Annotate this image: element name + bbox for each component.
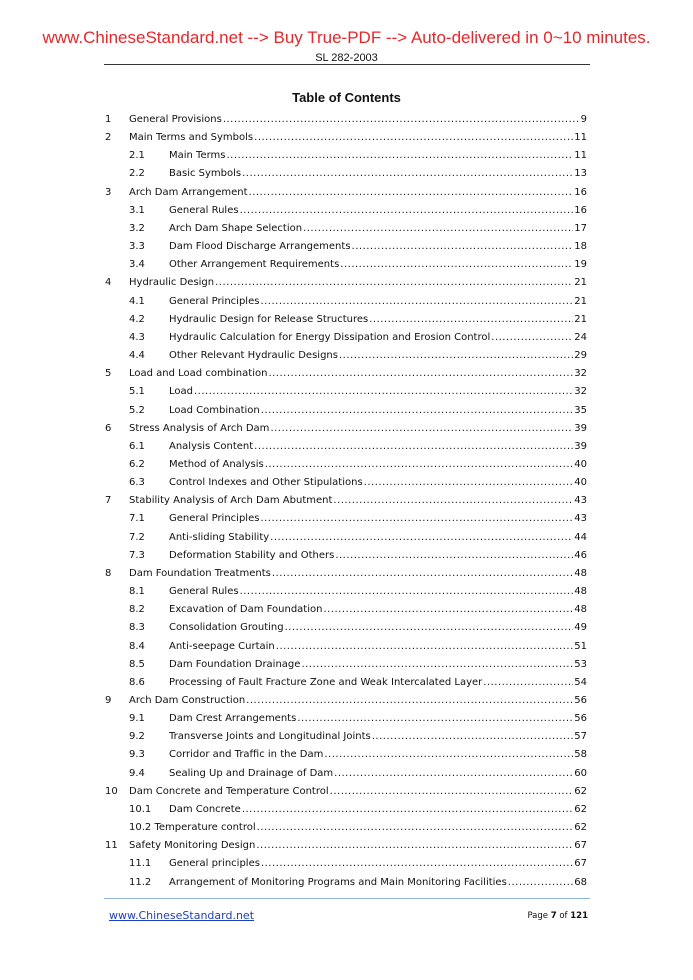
dot-leader <box>301 656 573 674</box>
toc-entry[interactable] <box>105 111 587 129</box>
dot-leader <box>242 801 573 819</box>
dot-leader <box>272 565 573 583</box>
toc-entry[interactable] <box>105 674 587 692</box>
toc-entry-title: Arrangement of Monitoring Programs and Main Monitoring Facilities <box>169 874 508 892</box>
toc-entry[interactable] <box>105 728 587 746</box>
dot-leader <box>254 129 573 147</box>
page-total: 121 <box>570 911 588 921</box>
dot-leader <box>261 855 573 873</box>
toc-entry-page: 16 <box>573 184 587 202</box>
toc-entry-number: 7 <box>105 495 112 507</box>
toc-entry-page: 40 <box>573 474 587 492</box>
toc-entry-page: 44 <box>573 529 587 547</box>
toc-entry-title: Deformation Stability and Others <box>169 547 335 565</box>
toc-entry-title: Transverse Joints and Longitudinal Joints <box>169 728 372 746</box>
toc-entry-title: Stress Analysis of Arch Dam <box>129 420 270 438</box>
toc-entry-page: 56 <box>573 710 587 728</box>
toc-entry-title: Method of Analysis <box>169 456 265 474</box>
dot-leader <box>303 220 573 238</box>
toc-entry-page: 13 <box>573 165 587 183</box>
toc-entry[interactable] <box>105 638 587 656</box>
toc-entry-number: 7.3 <box>129 549 145 561</box>
dot-leader <box>215 274 573 292</box>
toc-entry-number: 8.2 <box>129 604 145 616</box>
toc-entry-title: Stability Analysis of Arch Dam Abutment <box>129 492 333 510</box>
toc-entry-title: Arch Dam Construction <box>129 692 246 710</box>
toc-entry-number: 8.3 <box>129 622 145 634</box>
toc-entry-number: 4.1 <box>129 295 145 307</box>
toc-entry-number: 4.4 <box>129 350 145 362</box>
toc-entry-number: 3 <box>105 186 112 198</box>
toc-entry-page: 43 <box>573 492 587 510</box>
toc-entry-page: 9 <box>580 111 587 129</box>
toc-entry[interactable] <box>105 402 587 420</box>
toc-entry[interactable] <box>105 329 587 347</box>
toc-entry-page: 51 <box>573 638 587 656</box>
toc-entry[interactable] <box>105 601 587 619</box>
toc-entry[interactable] <box>105 819 587 837</box>
toc-entry[interactable] <box>105 238 587 256</box>
dot-leader <box>240 202 574 220</box>
dot-leader <box>369 311 573 329</box>
toc-entry-page: 46 <box>573 547 587 565</box>
dot-leader <box>335 547 573 565</box>
toc-entry-title: Dam Flood Discharge Arrangements <box>169 238 352 256</box>
toc-entry[interactable] <box>105 293 587 311</box>
toc-entry[interactable] <box>105 129 587 147</box>
toc-entry-page: 48 <box>573 583 587 601</box>
dot-leader <box>257 819 574 837</box>
dot-leader <box>297 710 573 728</box>
toc-entry-number: 7.2 <box>129 531 145 543</box>
toc-entry-page: 21 <box>573 274 587 292</box>
footer-website-link[interactable]: www.ChineseStandard.net <box>109 909 255 922</box>
toc-entry-number: 3.2 <box>129 222 145 234</box>
toc-entry-page: 62 <box>573 819 587 837</box>
toc-entry[interactable] <box>105 510 587 528</box>
toc-entry-number: 5.2 <box>129 404 145 416</box>
toc-entry-number: 3.1 <box>129 204 145 216</box>
toc-entry-page: 32 <box>573 365 587 383</box>
toc-entry-number: 10.1 <box>129 803 152 815</box>
toc-entry-title: Excavation of Dam Foundation <box>169 601 323 619</box>
toc-entry-number: 8.1 <box>129 586 145 598</box>
toc-entry[interactable] <box>105 583 587 601</box>
toc-entry-page: 16 <box>573 202 587 220</box>
toc-entry-number: 9.2 <box>129 731 145 743</box>
dot-leader <box>254 438 573 456</box>
toc-entry-title: Other Arrangement Requirements <box>169 256 340 274</box>
toc-entry-number: 5.1 <box>129 386 145 398</box>
toc-entry-page: 11 <box>573 129 587 147</box>
dot-leader <box>194 383 573 401</box>
toc-entry-title: Hydraulic Design for Release Structures <box>169 311 369 329</box>
dot-leader <box>270 529 573 547</box>
dot-leader <box>260 510 573 528</box>
toc-entry-number: 6.3 <box>129 477 145 489</box>
toc-entry-number: 4.2 <box>129 313 145 325</box>
toc-entry[interactable] <box>105 619 587 637</box>
toc-entry-number: 5 <box>105 368 112 380</box>
toc-entry-title: Corridor and Traffic in the Dam <box>169 746 324 764</box>
toc-entry-page: 18 <box>573 238 587 256</box>
toc-entry[interactable] <box>105 874 587 892</box>
toc-entry-title: Safety Monitoring Design <box>129 837 256 855</box>
toc-entry-number: 7.1 <box>129 513 145 525</box>
toc-entry-number: 11.2 <box>129 876 152 888</box>
toc-entry-page: 32 <box>573 383 587 401</box>
dot-leader <box>339 347 573 365</box>
toc-entry-number: 9.3 <box>129 749 145 761</box>
dot-leader <box>270 420 573 438</box>
toc-entry[interactable] <box>105 347 587 365</box>
toc-entry-title: Basic Symbols <box>169 165 242 183</box>
toc-entry-number: 11.1 <box>129 858 152 870</box>
toc-entry[interactable] <box>105 456 587 474</box>
toc-entry-page: 67 <box>573 837 587 855</box>
toc-entry-page: 40 <box>573 456 587 474</box>
dot-leader <box>324 746 573 764</box>
toc-entry[interactable] <box>105 383 587 401</box>
toc-entry[interactable] <box>105 311 587 329</box>
toc-entry-title: General Rules <box>169 202 240 220</box>
toc-entry[interactable] <box>105 656 587 674</box>
header-divider <box>104 64 590 65</box>
dot-leader <box>340 256 573 274</box>
toc-entry-page: 62 <box>573 801 587 819</box>
toc-entry-number: 8.5 <box>129 658 145 670</box>
toc-entry-title: Hydraulic Design <box>129 274 215 292</box>
toc-entry-title: General Provisions <box>129 111 223 129</box>
toc-entry-page: 39 <box>573 438 587 456</box>
toc-entry-title: Dam Concrete <box>169 801 242 819</box>
toc-entry-page: 53 <box>573 656 587 674</box>
toc-entry-number: 4.3 <box>129 331 145 343</box>
dot-leader <box>276 638 574 656</box>
toc-entry-number: 4 <box>105 277 112 289</box>
toc-entry-number: 8.6 <box>129 676 145 688</box>
toc-entry-page: 17 <box>573 220 587 238</box>
dot-leader <box>249 184 574 202</box>
toc-entry-page: 48 <box>573 601 587 619</box>
dot-leader <box>372 728 574 746</box>
toc-entry-title: Arch Dam Shape Selection <box>169 220 303 238</box>
toc-entry[interactable] <box>105 837 587 855</box>
toc-entry-title: Main Terms <box>169 147 227 165</box>
dot-leader <box>508 874 573 892</box>
dot-leader <box>240 583 574 601</box>
toc-entry[interactable] <box>105 147 587 165</box>
toc-entry-title: Sealing Up and Drainage of Dam <box>169 765 334 783</box>
dot-leader <box>223 111 580 129</box>
dot-leader <box>268 365 573 383</box>
toc-entry-page: 67 <box>573 855 587 873</box>
dot-leader <box>261 402 574 420</box>
toc-entry-page: 48 <box>573 565 587 583</box>
dot-leader <box>246 692 573 710</box>
dot-leader <box>364 474 574 492</box>
document-id: SL 282-2003 <box>315 52 378 64</box>
toc-entry[interactable] <box>105 565 587 583</box>
toc-entry-page: 56 <box>573 692 587 710</box>
toc-entry-number: 6 <box>105 422 112 434</box>
dot-leader <box>483 674 573 692</box>
toc-entry[interactable] <box>105 692 587 710</box>
page-of: of <box>559 911 568 921</box>
toc-entry-number: 11 <box>105 840 118 852</box>
toc-entry[interactable] <box>105 256 587 274</box>
dot-leader <box>227 147 574 165</box>
dot-leader <box>330 783 574 801</box>
toc-entry-title: Anti-seepage Curtain <box>169 638 276 656</box>
toc-entry-title: Arch Dam Arrangement <box>129 184 249 202</box>
toc-entry-title: Other Relevant Hydraulic Designs <box>169 347 339 365</box>
toc-entry-page: 29 <box>573 347 587 365</box>
page-current: 7 <box>550 911 557 921</box>
toc-entry-number: 9 <box>105 695 112 706</box>
toc-entry-title: Anti-sliding Stability <box>169 529 270 547</box>
toc-entry-page: 58 <box>573 746 587 764</box>
toc-entry-title: Analysis Content <box>169 438 254 456</box>
toc-entry-number: 9.1 <box>129 713 145 725</box>
toc-entry-title: General principles <box>169 855 261 873</box>
toc-entry[interactable] <box>105 855 587 873</box>
toc-entry-page: 54 <box>573 674 587 692</box>
toc-entry-title: Load and Load combination <box>129 365 268 383</box>
toc-entry-number: 9.4 <box>129 767 145 779</box>
toc-entry[interactable] <box>105 202 587 220</box>
toc-entry-page: 43 <box>573 510 587 528</box>
toc-entry-number: 10 <box>105 785 118 797</box>
dot-leader <box>352 238 574 256</box>
toc-entry-number: 3.3 <box>129 241 145 253</box>
toc-entry-number: 2.2 <box>129 168 145 180</box>
toc-entry[interactable] <box>105 710 587 728</box>
toc-entry-title: Consolidation Grouting <box>169 619 285 637</box>
table-of-contents <box>105 111 587 892</box>
promo-banner[interactable]: www.ChineseStandard.net --> Buy True-PDF --> Auto-delivered in 0~10 minutes. <box>42 28 651 47</box>
dot-leader <box>242 165 573 183</box>
toc-entry-page: 60 <box>573 765 587 783</box>
toc-entry-title: General Principles <box>169 293 260 311</box>
toc-entry-page: 49 <box>573 619 587 637</box>
toc-entry[interactable] <box>105 220 587 238</box>
toc-entry-page: 21 <box>573 311 587 329</box>
toc-entry-number: 8 <box>105 567 112 579</box>
toc-entry-page: 21 <box>573 293 587 311</box>
toc-entry[interactable] <box>105 547 587 565</box>
toc-entry-page: 19 <box>573 256 587 274</box>
toc-entry-title: Dam Crest Arrangements <box>169 710 297 728</box>
toc-entry[interactable] <box>105 529 587 547</box>
toc-entry[interactable] <box>105 783 587 801</box>
page-indicator <box>527 911 588 921</box>
toc-entry-number: 6.2 <box>129 458 145 470</box>
toc-entry-title: Dam Foundation Drainage <box>169 656 301 674</box>
toc-entry-title: Load <box>169 383 194 401</box>
toc-entry-number: 8.4 <box>129 640 145 652</box>
toc-entry-title: Control Indexes and Other Stipulations <box>169 474 364 492</box>
toc-entry[interactable] <box>105 165 587 183</box>
toc-entry-title: General Rules <box>169 583 240 601</box>
toc-entry-page: 68 <box>573 874 587 892</box>
toc-entry-number: 2.1 <box>129 150 145 162</box>
dot-leader <box>333 492 573 510</box>
dot-leader <box>265 456 574 474</box>
dot-leader <box>260 293 573 311</box>
toc-entry-number: 1 <box>105 114 112 125</box>
dot-leader <box>323 601 573 619</box>
toc-entry[interactable] <box>105 420 587 438</box>
toc-entry[interactable] <box>105 474 587 492</box>
toc-entry[interactable] <box>105 746 587 764</box>
toc-entry-page: 39 <box>573 420 587 438</box>
toc-entry-title: Processing of Fault Fracture Zone and Weak Intercalated Layer <box>169 674 483 692</box>
toc-entry-title: 10.2 Temperature control <box>129 819 257 837</box>
toc-entry-page: 24 <box>573 329 587 347</box>
toc-entry-number: 6.1 <box>129 440 145 452</box>
toc-entry[interactable] <box>105 492 587 510</box>
toc-entry[interactable] <box>105 184 587 202</box>
toc-entry[interactable] <box>105 365 587 383</box>
footer-divider <box>104 898 590 899</box>
toc-entry-title: General Principles <box>169 510 260 528</box>
dot-leader <box>285 619 574 637</box>
toc-entry-title: Dam Concrete and Temperature Control <box>129 783 330 801</box>
toc-entry[interactable] <box>105 801 587 819</box>
dot-leader <box>334 765 573 783</box>
toc-entry-title: Main Terms and Symbols <box>129 129 254 147</box>
toc-entry-page: 57 <box>573 728 587 746</box>
dot-leader <box>491 329 573 347</box>
toc-entry-title: Hydraulic Calculation for Energy Dissipation and Erosion Control <box>169 329 491 347</box>
toc-entry[interactable] <box>105 765 587 783</box>
page-title: Table of Contents <box>292 90 401 105</box>
toc-entry-title: Dam Foundation Treatments <box>129 565 272 583</box>
toc-entry-title: Load Combination <box>169 402 261 420</box>
toc-entry[interactable] <box>105 438 587 456</box>
page-prefix: Page <box>527 911 549 921</box>
toc-entry-number: 3.4 <box>129 259 145 271</box>
dot-leader <box>256 837 573 855</box>
toc-entry[interactable] <box>105 274 587 292</box>
toc-entry-page: 62 <box>573 783 587 801</box>
toc-entry-page: 35 <box>573 402 587 420</box>
toc-entry-number: 2 <box>105 132 112 144</box>
toc-entry-page: 11 <box>573 147 587 165</box>
